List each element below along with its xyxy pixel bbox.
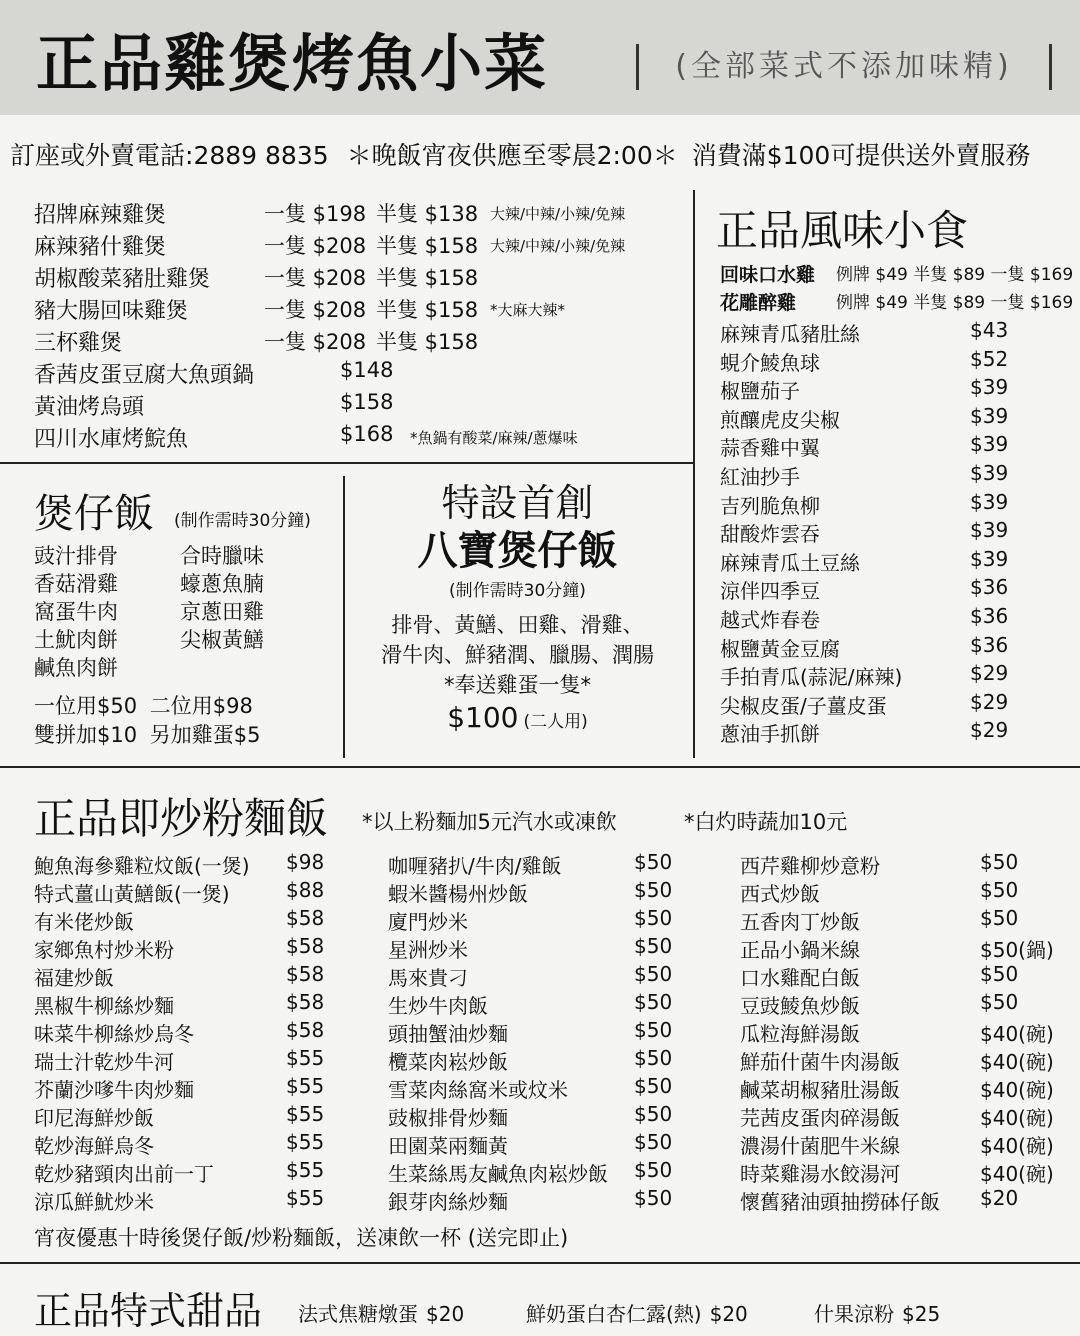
snack-item-price: $29 <box>970 718 1009 743</box>
page-title: 正品雞煲烤魚小菜 <box>36 27 549 100</box>
claypot-price-row <box>34 690 253 720</box>
fried-item-name: 印尼海鮮炒飯 <box>34 1106 154 1130</box>
claypot-extra-egg: 另加雞蛋$5 <box>149 723 261 747</box>
special-claypot-price: $100 <box>447 701 519 734</box>
chicken-pot-item-half-price: 半隻 $158 <box>376 298 479 322</box>
chicken-pot-item-whole-price: 一隻 $208 <box>264 234 367 258</box>
dessert-item-price: $25 <box>902 1302 941 1326</box>
snack-special-prices: 例牌 $49 半隻 $89 一隻 $169 <box>836 265 1074 285</box>
fried-item-price: $50 <box>634 1130 673 1154</box>
chicken-pot-item-name: 招牌麻辣雞煲 <box>34 203 167 228</box>
page-subtitle: (全部菜式不添加味精) <box>636 44 1052 90</box>
fried-item-price: $50 <box>634 934 673 958</box>
snack-item-name: 煎釀虎皮尖椒 <box>720 407 840 432</box>
fried-item-name: 口水雞配白飯 <box>740 966 860 990</box>
fried-item-name: 芫茜皮蛋肉碎湯飯 <box>740 1106 900 1130</box>
fried-item-name: 星洲炒米 <box>388 938 468 962</box>
snack-item-name: 蔥油手抓餅 <box>720 722 820 747</box>
fried-item-name: 正品小鍋米線 <box>740 938 860 962</box>
fried-item-price: $50 <box>634 878 673 902</box>
snack-item-price: $52 <box>970 346 1009 371</box>
fried-item-price: $55 <box>286 1158 325 1182</box>
fried-item-name: 福建炒飯 <box>34 966 114 990</box>
fried-item-price: $55 <box>286 1130 325 1154</box>
claypot-item: 鹹魚肉餅 <box>34 656 118 680</box>
special-claypot-box <box>345 480 690 740</box>
hours-note: ＊晚飯宵夜供應至零晨2:00＊ <box>346 141 678 170</box>
snack-item-price: $29 <box>970 689 1009 714</box>
fried-item-price: $50 <box>634 1102 673 1126</box>
fried-item-name: 西芹雞柳炒意粉 <box>740 854 880 878</box>
snack-item-price: $29 <box>970 661 1009 686</box>
chicken-pot-item-name: 麻辣豬什雞煲 <box>34 235 167 260</box>
fried-note-veg: *白灼時蔬加10元 <box>684 810 848 834</box>
fried-item-price: $50 <box>980 962 1019 986</box>
claypot-title: 煲仔飯 <box>34 491 154 537</box>
chicken-pot-item-whole-price: 一隻 $198 <box>264 202 367 226</box>
fried-item-name: 家鄉魚村炒米粉 <box>34 938 174 962</box>
fried-item-name: 時菜雞湯水餃湯河 <box>740 1162 900 1186</box>
snack-item-price: $43 <box>970 318 1009 342</box>
fried-item-price: $40(碗) <box>980 1162 1054 1186</box>
snack-special-prices: 例牌 $49 半隻 $89 一隻 $169 <box>836 293 1074 313</box>
chicken-pot-item-note: *大麻大辣* <box>490 301 566 319</box>
chicken-pot-item-note: 大辣/中辣/小辣/免辣 <box>490 205 626 223</box>
fried-item-name: 廈門炒米 <box>388 910 468 934</box>
fried-item-name: 乾炒海鮮烏冬 <box>34 1134 154 1158</box>
chicken-pot-item-whole-price: 一隻 $208 <box>264 298 367 322</box>
chicken-pot-item-name: 胡椒酸菜豬肚雞煲 <box>34 267 211 292</box>
fried-item-price: $50 <box>634 1158 673 1182</box>
delivery-note: 消費滿$100可提供送外賣服務 <box>691 141 1031 170</box>
snack-item-price: $39 <box>970 375 1009 400</box>
claypot-item: 香菇滑雞 <box>34 572 118 596</box>
phone-number: 2889 8835 <box>193 141 329 170</box>
claypot-item: 合時臘味 <box>180 544 264 568</box>
dessert-item <box>814 1298 940 1327</box>
snack-item-name: 椒鹽黃金豆腐 <box>720 636 840 661</box>
chicken-pot-item-note: 大辣/中辣/小辣/免辣 <box>490 237 626 255</box>
claypot-item: 京蔥田雞 <box>180 600 264 624</box>
fried-item-price: $50 <box>634 962 673 986</box>
fried-item-name: 涼瓜鮮魷炒米 <box>34 1190 154 1214</box>
snack-item-name: 越式炸春卷 <box>720 608 820 632</box>
snack-item-price: $39 <box>970 546 1009 571</box>
fried-item-price: $58 <box>286 962 325 986</box>
fish-item-price: $148 <box>340 358 394 382</box>
chicken-pot-item-half-price: 半隻 $158 <box>376 330 479 354</box>
snack-item-name: 椒鹽茄子 <box>720 379 800 404</box>
claypot-extra-double: 雙拼加$10 <box>34 723 138 747</box>
fried-item-name: 特式薑山黃鱔飯(一煲) <box>34 882 230 906</box>
fried-item-price: $50 <box>980 906 1019 930</box>
fried-item-name: 有米佬炒飯 <box>34 910 134 934</box>
fried-item-name: 銀芽肉絲炒麵 <box>388 1190 508 1214</box>
special-claypot-ingredients2: 滑牛肉、鮮豬潤、臘腸、潤腸 <box>381 643 654 667</box>
dessert-item <box>298 1298 464 1327</box>
fried-item-name: 懷舊豬油頭抽撈砵仔飯 <box>740 1190 940 1214</box>
fried-item-price: $50(鍋) <box>980 938 1054 962</box>
snack-item-name: 甜酸炸雲吞 <box>720 522 820 547</box>
fried-item-name: 咖喱豬扒/牛肉/雞飯 <box>388 854 562 878</box>
snack-item-name: 蜆介鯪魚球 <box>720 350 820 375</box>
chicken-pot-item-half-price: 半隻 $138 <box>376 202 479 226</box>
chicken-pot-item-name: 三杯雞煲 <box>34 331 123 356</box>
special-claypot-line1: 特設首創 <box>441 481 594 525</box>
fried-item-name: 田園菜兩麵黃 <box>388 1134 508 1158</box>
claypot-note: (制作需時30分鐘) <box>174 511 311 531</box>
fried-item-name: 豉椒排骨炒麵 <box>388 1106 508 1130</box>
fish-item-price: $158 <box>340 390 394 414</box>
divider <box>0 1262 1080 1264</box>
fried-item-price: $40(碗) <box>980 1106 1054 1130</box>
fried-item-price: $40(碗) <box>980 1050 1054 1074</box>
snack-item-name: 紅油抄手 <box>720 465 800 489</box>
fried-item-price: $40(碗) <box>980 1022 1054 1046</box>
fish-item-name: 香茜皮蛋豆腐大魚頭鍋 <box>34 363 255 388</box>
special-claypot-note: (制作需時30分鐘) <box>449 581 586 601</box>
fried-item-price: $55 <box>286 1102 325 1126</box>
snack-item-name: 麻辣青瓜豬肚絲 <box>720 322 860 346</box>
snack-item-name: 吉列脆魚柳 <box>720 493 820 518</box>
snack-item-name: 尖椒皮蛋/子薑皮蛋 <box>720 693 887 718</box>
chicken-pot-item-whole-price: 一隻 $208 <box>264 266 367 290</box>
fried-item-price: $50 <box>634 1186 673 1210</box>
claypot-price-one: 一位用$50 <box>34 694 138 718</box>
fried-item-name: 西式炒飯 <box>740 882 820 906</box>
chicken-pot-item-half-price: 半隻 $158 <box>376 234 479 258</box>
special-claypot-price-row <box>345 700 690 740</box>
fried-item-price: $55 <box>286 1186 325 1210</box>
fried-item-name: 蝦米醬楊州炒飯 <box>388 882 528 906</box>
claypot-item: 豉汁排骨 <box>34 544 118 568</box>
divider <box>693 190 695 758</box>
dessert-item-price: $20 <box>426 1302 465 1326</box>
fried-item-name: 生炒牛肉飯 <box>388 994 488 1018</box>
fried-item-name: 欖菜肉崧炒飯 <box>388 1050 508 1074</box>
snack-item-price: $39 <box>970 432 1009 457</box>
fried-item-price: $50 <box>634 1074 673 1098</box>
fried-item-price: $40(碗) <box>980 1078 1054 1102</box>
snack-item-price: $39 <box>970 518 1009 543</box>
fried-item-price: $98 <box>286 850 325 874</box>
snack-item-name: 涼伴四季豆 <box>720 579 820 604</box>
special-claypot-ingredients1: 排骨、黃鱔、田雞、滑雞、 <box>391 613 644 637</box>
fried-item-name: 瑞士汁乾炒牛河 <box>34 1050 174 1074</box>
special-claypot-price-note: (二人用) <box>523 712 588 732</box>
snack-item-price: $39 <box>970 461 1009 485</box>
chicken-pot-item-half-price: 半隻 $158 <box>376 266 479 290</box>
fish-item-price: $168 <box>340 422 394 446</box>
fried-item-price: $40(碗) <box>980 1134 1054 1158</box>
fried-item-price: $55 <box>286 1074 325 1098</box>
claypot-item: 土魷肉餅 <box>34 628 118 652</box>
claypot-item: 尖椒黃鱔 <box>180 628 264 652</box>
fried-item-price: $58 <box>286 1018 325 1042</box>
fried-item-name: 味菜牛柳絲炒烏冬 <box>34 1022 194 1046</box>
fried-promo: 宵夜優惠十時後煲仔飯/炒粉麵飯，送凍飲一杯 (送完即止) <box>34 1226 569 1250</box>
snack-item-price: $39 <box>970 489 1009 514</box>
fried-item-price: $50 <box>634 850 673 874</box>
fried-item-price: $50 <box>634 1046 673 1070</box>
divider <box>0 462 695 464</box>
fried-item-name: 鹹菜胡椒豬肚湯飯 <box>740 1078 900 1102</box>
snack-special-name: 回味口水雞 <box>720 264 816 286</box>
snack-item-name: 麻辣青瓜土豆絲 <box>720 550 860 575</box>
fried-item-price: $58 <box>286 906 325 930</box>
fried-item-name: 馬來貴刁 <box>388 966 468 990</box>
fried-item-name: 頭抽蟹油炒麵 <box>388 1022 508 1046</box>
dessert-item <box>526 1298 748 1327</box>
snack-special-name: 花雕醉雞 <box>720 292 797 314</box>
fried-item-price: $58 <box>286 990 325 1014</box>
chicken-pot-item-name: 豬大腸回味雞煲 <box>34 299 189 324</box>
fried-item-name: 雪菜肉絲窩米或炆米 <box>388 1078 568 1102</box>
dessert-item-name: 法式焦糖燉蛋 <box>298 1302 418 1326</box>
fried-item-name: 生菜絲馬友鹹魚肉崧炒飯 <box>388 1162 608 1186</box>
phone-label: 訂座或外賣電話: <box>10 141 194 170</box>
fried-title: 正品即炒粉麵飯 <box>34 794 329 843</box>
chicken-pot-item-whole-price: 一隻 $208 <box>264 330 367 354</box>
fried-item-name: 乾炒豬頸肉出前一丁 <box>34 1162 214 1186</box>
snack-item-price: $39 <box>970 403 1009 428</box>
fried-item-price: $50 <box>634 990 673 1014</box>
fried-item-name: 鮮茄什菌牛肉湯飯 <box>740 1050 900 1074</box>
fried-item-name: 濃湯什菌肥牛米線 <box>740 1134 900 1158</box>
fried-item-price: $50 <box>980 850 1019 874</box>
fish-item-name: 四川水庫烤鯇魚 <box>34 427 189 452</box>
claypot-extra-row <box>34 719 261 749</box>
fried-item-name: 豆豉鯪魚炒飯 <box>740 994 860 1018</box>
snack-item-name: 手拍青瓜(蒜泥/麻辣) <box>720 665 903 690</box>
fried-item-name: 黑椒牛柳絲炒麵 <box>34 994 174 1018</box>
fried-item-price: $88 <box>286 878 325 902</box>
fried-item-price: $58 <box>286 934 325 958</box>
snack-item-name: 蒜香雞中翼 <box>720 436 820 461</box>
dessert-item-price: $20 <box>709 1302 748 1326</box>
fried-item-price: $20 <box>980 1186 1019 1210</box>
fried-item-price: $50 <box>980 878 1019 902</box>
fried-item-price: $55 <box>286 1046 325 1070</box>
snacks-title: 正品風味小食 <box>716 206 969 255</box>
claypot-item: 蠔蔥魚腩 <box>180 572 264 596</box>
fried-note-drinks: *以上粉麵加5元汽水或凍飲 <box>362 810 617 834</box>
dessert-item-name: 鮮奶蛋白杏仁露(熱) <box>526 1302 702 1326</box>
fried-item-price: $50 <box>980 990 1019 1014</box>
snack-item-price: $36 <box>970 575 1009 600</box>
fried-item-name: 芥蘭沙嗲牛肉炒麵 <box>34 1078 194 1102</box>
info-bar <box>10 136 1030 172</box>
claypot-item: 窩蛋牛肉 <box>34 600 118 624</box>
fried-item-name: 瓜粒海鮮湯飯 <box>740 1022 860 1046</box>
fried-item-name: 五香肉丁炒飯 <box>740 910 860 934</box>
claypot-price-two: 二位用$98 <box>149 694 253 718</box>
fried-item-name: 鮑魚海參雞粒炆飯(一煲) <box>34 854 250 878</box>
dessert-item-name: 什果涼粉 <box>814 1302 894 1326</box>
fish-item-name: 黃油烤烏頭 <box>34 395 145 420</box>
snack-item-price: $36 <box>970 632 1009 657</box>
special-claypot-gift: *奉送雞蛋一隻* <box>444 673 591 697</box>
dessert-title: 正品特式甜品 <box>34 1289 263 1333</box>
fried-item-price: $50 <box>634 906 673 930</box>
fish-item-note: *魚鍋有酸菜/麻辣/蔥爆味 <box>410 429 578 447</box>
special-claypot-line2: 八寶煲仔飯 <box>417 528 618 574</box>
fried-item-price: $50 <box>634 1018 673 1042</box>
divider <box>0 766 1080 768</box>
snack-item-price: $36 <box>970 604 1009 628</box>
